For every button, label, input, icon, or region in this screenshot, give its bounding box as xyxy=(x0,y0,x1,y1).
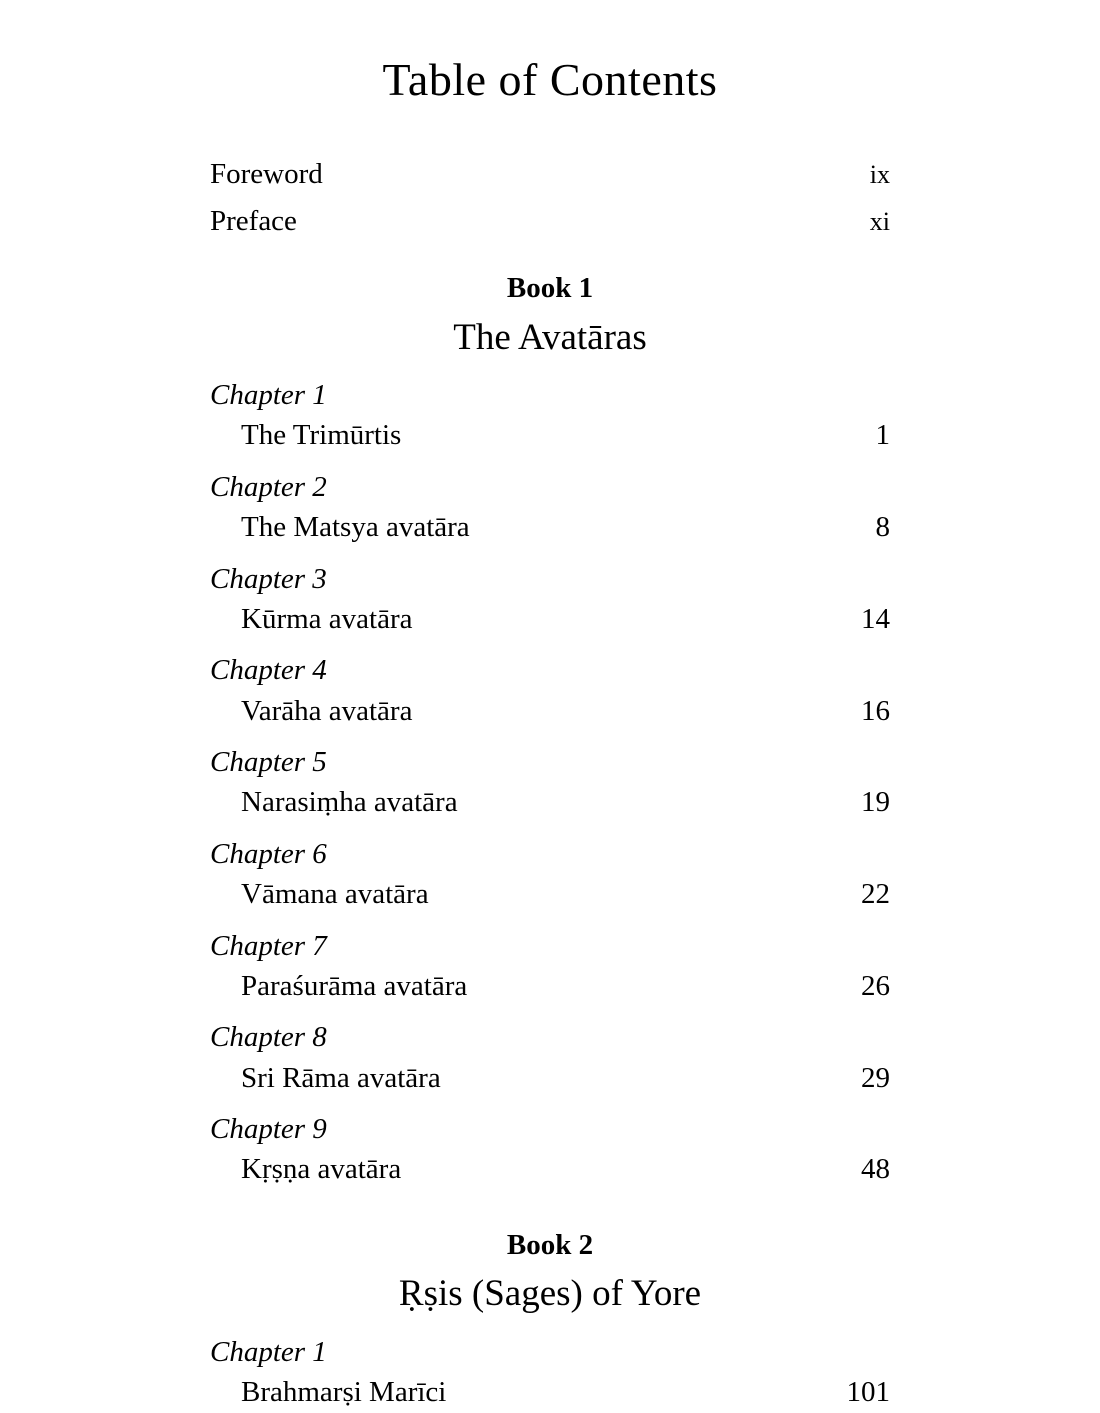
book-label: Book 1 xyxy=(506,272,594,305)
chapter-page: 14 xyxy=(861,602,890,635)
toc-entry-page: ix xyxy=(869,160,890,190)
toc-chapter-1-6[interactable] xyxy=(210,835,890,915)
book-label: Book 2 xyxy=(506,1228,594,1261)
chapter-line[interactable] xyxy=(210,966,890,1007)
chapter-title: Sri Rāma avatāra xyxy=(241,1061,441,1094)
chapter-title: Varāha avatāra xyxy=(241,694,413,727)
chapter-line[interactable] xyxy=(210,691,890,732)
toc-chapter-1-2[interactable] xyxy=(210,468,890,548)
toc-chapter-1-8[interactable] xyxy=(210,1018,890,1098)
chapter-label: Chapter 9 xyxy=(210,1113,327,1146)
toc-chapter-1-7[interactable] xyxy=(210,927,890,1007)
toc-entry-preface[interactable] xyxy=(210,198,890,245)
chapter-page: 22 xyxy=(861,878,890,911)
toc-chapter-2-1[interactable] xyxy=(210,1333,890,1413)
book-heading-1 xyxy=(210,267,890,364)
chapter-line[interactable] xyxy=(210,782,890,823)
chapter-label: Chapter 1 xyxy=(210,1336,327,1369)
chapter-label: Chapter 2 xyxy=(210,471,327,503)
chapter-label: Chapter 5 xyxy=(210,746,327,779)
toc-chapter-1-3[interactable] xyxy=(210,560,890,640)
chapter-page: 16 xyxy=(861,694,890,727)
chapter-title: Paraśurāma avatāra xyxy=(241,969,468,1002)
chapter-page: 48 xyxy=(861,1153,890,1186)
chapter-page: 29 xyxy=(861,1061,890,1094)
chapter-label: Chapter 8 xyxy=(210,1021,327,1054)
chapter-line[interactable] xyxy=(210,874,890,915)
chapter-line[interactable] xyxy=(210,1372,890,1413)
chapter-label: Chapter 6 xyxy=(210,837,327,870)
chapter-label: Chapter 4 xyxy=(210,654,327,687)
chapter-label: Chapter 1 xyxy=(210,379,327,412)
toc-chapter-1-1[interactable] xyxy=(210,376,890,456)
toc-chapter-1-5[interactable] xyxy=(210,743,890,823)
chapter-title: Kṛṣṇa avatāra xyxy=(241,1153,402,1186)
chapter-page: 26 xyxy=(861,969,890,1002)
toc-entry-label: Preface xyxy=(210,205,297,238)
chapter-title: Kūrma avatāra xyxy=(241,602,413,635)
chapter-page: 101 xyxy=(846,1376,890,1409)
toc-chapter-1-4[interactable] xyxy=(210,651,890,731)
chapter-page: 8 xyxy=(875,511,890,544)
chapter-page: 19 xyxy=(861,786,890,819)
chapter-label: Chapter 3 xyxy=(210,562,327,595)
book-heading-2 xyxy=(210,1224,890,1321)
chapter-line[interactable] xyxy=(210,599,890,640)
chapter-title: Narasiṃha avatāra xyxy=(241,786,458,819)
page-title: Table of Contents xyxy=(382,54,718,105)
chapter-title: The Matsya avatāra xyxy=(241,511,470,544)
chapter-title: Brahmarṣi Marīci xyxy=(241,1376,447,1409)
toc-chapter-1-9[interactable] xyxy=(210,1110,890,1190)
chapter-title: The Trimūrtis xyxy=(241,419,402,452)
chapter-line[interactable] xyxy=(210,1058,890,1099)
book-title: Ṛṣis (Sages) of Yore xyxy=(398,1273,702,1315)
chapter-page: 1 xyxy=(875,419,890,452)
chapter-line[interactable] xyxy=(210,507,890,548)
chapter-line[interactable] xyxy=(210,415,890,456)
table-of-contents xyxy=(210,107,890,1413)
toc-entry-label: Foreword xyxy=(210,158,323,191)
chapter-line[interactable] xyxy=(210,1149,890,1190)
book-title: The Avatāras xyxy=(453,316,647,358)
toc-entry-foreword[interactable] xyxy=(210,151,890,198)
chapter-label: Chapter 7 xyxy=(210,929,327,962)
toc-entry-page: xi xyxy=(869,207,890,237)
chapter-title: Vāmana avatāra xyxy=(241,878,429,911)
